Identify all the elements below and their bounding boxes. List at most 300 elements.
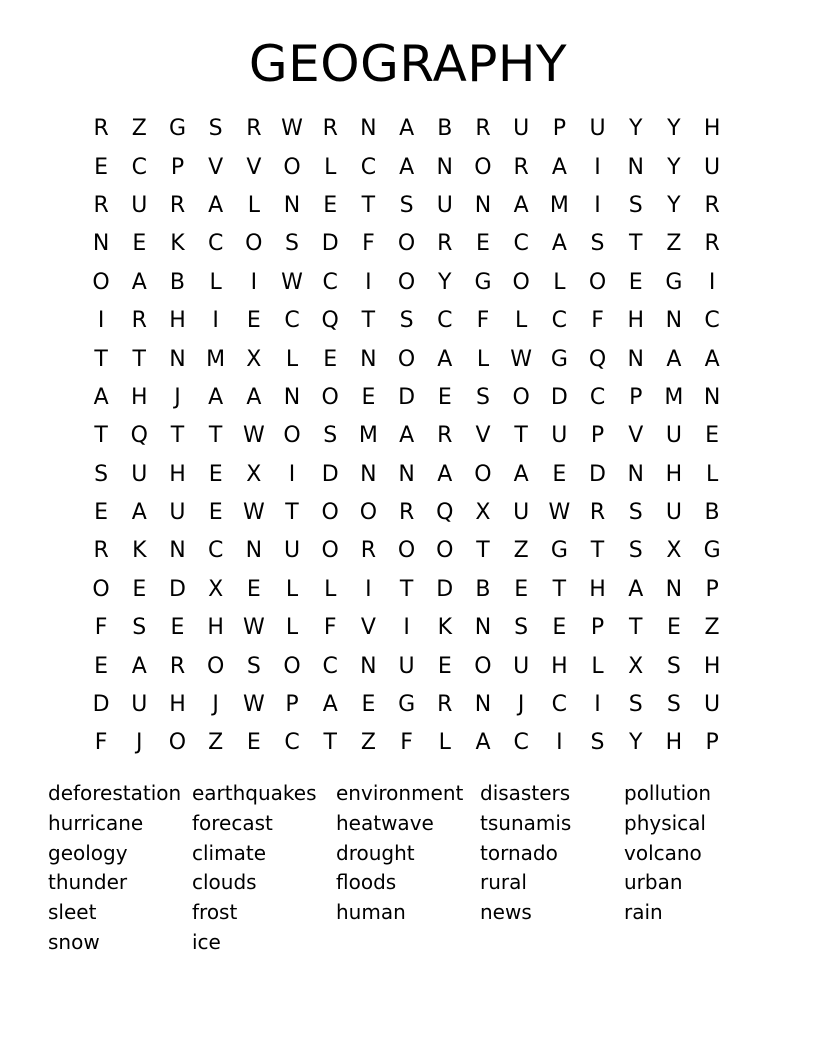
grid-letter: C	[704, 308, 720, 334]
grid-letter: W	[510, 346, 533, 372]
grid-letter: Q	[588, 346, 607, 372]
grid-row	[82, 264, 732, 302]
grid-row	[82, 571, 732, 609]
grid-letter: H	[169, 692, 186, 718]
grid-letter: O	[588, 269, 607, 295]
grid-letter: R	[437, 231, 453, 257]
word-list-item: thunder	[48, 870, 128, 895]
grid-letter: I	[212, 308, 219, 334]
grid-letter: R	[475, 116, 491, 142]
word-list-item: urban	[624, 870, 683, 895]
grid-letter: T	[399, 576, 414, 602]
grid-letter: F	[400, 730, 413, 756]
grid-letter: D	[321, 231, 339, 257]
grid-letter: X	[666, 538, 682, 564]
grid-letter: Y	[667, 192, 681, 218]
grid-letter: A	[208, 192, 224, 218]
grid-letter: N	[436, 154, 454, 180]
grid-letter: N	[360, 653, 377, 679]
grid-letter: F	[362, 231, 375, 257]
grid-letter: N	[398, 461, 415, 487]
grid-letter: H	[551, 653, 568, 679]
word-list-item: rural	[480, 870, 527, 895]
word-list-item: ice	[192, 929, 221, 954]
grid-letter: O	[92, 576, 110, 602]
grid-letter: K	[132, 538, 147, 564]
word-list-item: tornado	[480, 840, 558, 865]
grid-letter: S	[628, 192, 643, 218]
grid-letter: L	[247, 192, 260, 218]
grid-row	[82, 532, 732, 570]
word-list-item: forecast	[192, 810, 273, 835]
grid-letter: O	[474, 653, 492, 679]
grid-row	[82, 647, 732, 685]
grid-letter: P	[170, 154, 185, 180]
grid-letter: A	[551, 154, 567, 180]
grid-letter: B	[704, 500, 720, 526]
word-list-item: hurricane	[48, 810, 144, 835]
word-list-item: heatwave	[336, 810, 434, 835]
grid-letter: P	[552, 116, 566, 142]
grid-letter: G	[398, 692, 416, 718]
grid-letter: H	[703, 116, 721, 142]
letter-grid	[82, 110, 732, 763]
grid-letter: T	[94, 346, 108, 372]
grid-letter: A	[131, 653, 147, 679]
grid-letter: E	[94, 500, 109, 526]
grid-letter: S	[208, 116, 223, 142]
grid-letter: D	[589, 461, 606, 487]
grid-letter: H	[169, 461, 186, 487]
grid-letter: Y	[667, 154, 681, 180]
grid-letter: S	[590, 730, 605, 756]
page-title: GEOGRAPHY	[248, 35, 568, 93]
grid-letter: J	[136, 730, 143, 756]
word-list-item: rain	[624, 900, 663, 925]
grid-letter: E	[705, 423, 720, 449]
grid-letter: T	[361, 192, 376, 218]
grid-letter: U	[665, 423, 682, 449]
word-list	[48, 778, 768, 957]
grid-letter: K	[437, 615, 452, 641]
grid-letter: D	[398, 384, 416, 410]
grid-letter: Y	[628, 730, 643, 756]
grid-letter: S	[628, 692, 643, 718]
grid-letter: S	[132, 615, 147, 641]
grid-letter: T	[552, 576, 567, 602]
grid-letter: S	[399, 192, 414, 218]
grid-letter: I	[365, 576, 372, 602]
grid-row	[82, 379, 732, 417]
grid-letter: T	[628, 231, 643, 257]
grid-letter: H	[131, 384, 148, 410]
grid-letter: R	[704, 231, 720, 257]
grid-letter: C	[322, 653, 338, 679]
grid-letter: R	[437, 692, 453, 718]
grid-letter: T	[514, 423, 528, 449]
grid-letter: L	[324, 154, 337, 180]
grid-letter: P	[629, 384, 643, 410]
grid-letter: O	[321, 538, 339, 564]
grid-letter: E	[476, 231, 490, 257]
grid-letter: H	[665, 461, 683, 487]
grid-letter: L	[209, 269, 222, 295]
grid-letter: S	[666, 692, 681, 718]
grid-letter: I	[365, 269, 372, 295]
grid-letter: X	[246, 461, 262, 487]
grid-letter: X	[246, 346, 262, 372]
grid-letter: A	[246, 384, 262, 410]
grid-letter: H	[207, 615, 224, 641]
word-list-item: disasters	[480, 781, 571, 805]
grid-letter: U	[131, 192, 148, 218]
grid-letter: H	[665, 730, 683, 756]
grid-letter: E	[514, 576, 529, 602]
grid-letter: A	[93, 384, 109, 410]
grid-letter: S	[514, 615, 529, 641]
grid-letter: M	[664, 384, 684, 410]
grid-letter: O	[92, 269, 110, 295]
word-list-item: frost	[192, 900, 238, 925]
grid-letter: Z	[704, 615, 720, 641]
word-list-item: physical	[624, 810, 706, 835]
grid-letter: C	[284, 730, 300, 756]
grid-letter: R	[437, 423, 453, 449]
grid-letter: A	[513, 461, 529, 487]
grid-letter: D	[168, 576, 186, 602]
grid-letter: Y	[628, 116, 643, 142]
grid-letter: R	[169, 192, 186, 218]
grid-letter: K	[170, 231, 185, 257]
grid-letter: B	[169, 269, 186, 295]
grid-row	[82, 494, 732, 532]
grid-letter: R	[93, 192, 109, 218]
grid-letter: N	[283, 384, 301, 410]
grid-letter: L	[324, 576, 337, 602]
grid-letter: F	[476, 308, 490, 334]
grid-letter: N	[627, 154, 644, 180]
grid-letter: O	[359, 500, 378, 526]
grid-letter: U	[513, 653, 530, 679]
grid-letter: R	[513, 154, 529, 180]
grid-letter: H	[703, 653, 721, 679]
grid-letter: O	[321, 384, 339, 410]
grid-letter: L	[438, 730, 451, 756]
grid-letter: E	[552, 461, 567, 487]
grid-letter: R	[246, 116, 262, 142]
grid-letter: L	[591, 653, 604, 679]
grid-row	[82, 456, 732, 494]
grid-letter: F	[591, 308, 604, 334]
grid-letter: T	[170, 423, 185, 449]
grid-letter: T	[323, 730, 337, 756]
grid-letter: E	[94, 154, 109, 180]
grid-row	[82, 302, 732, 340]
grid-letter: L	[705, 461, 719, 487]
grid-letter: U	[398, 653, 415, 679]
word-list-item: earthquakes	[192, 781, 317, 805]
grid-letter: O	[206, 653, 225, 679]
grid-letter: E	[361, 692, 376, 718]
grid-letter: H	[169, 308, 186, 334]
grid-letter: N	[665, 308, 683, 334]
grid-letter: I	[594, 192, 601, 218]
grid-letter: E	[246, 308, 261, 334]
grid-letter: O	[397, 231, 416, 257]
grid-letter: F	[94, 730, 108, 756]
grid-letter: I	[556, 730, 563, 756]
grid-letter: U	[704, 692, 721, 718]
grid-letter: C	[207, 231, 224, 257]
grid-letter: H	[627, 308, 644, 334]
grid-letter: X	[208, 576, 224, 602]
grid-letter: Z	[666, 231, 682, 257]
grid-row	[82, 340, 732, 378]
grid-letter: O	[283, 154, 301, 180]
grid-letter: T	[628, 615, 643, 641]
grid-letter: T	[590, 538, 605, 564]
grid-row	[82, 686, 732, 724]
grid-letter: I	[594, 154, 601, 180]
grid-letter: B	[437, 116, 453, 142]
grid-letter: O	[283, 423, 301, 449]
grid-letter: Q	[130, 423, 148, 449]
grid-letter: P	[590, 615, 605, 641]
grid-letter: R	[131, 308, 147, 334]
grid-letter: G	[168, 116, 186, 142]
grid-letter: O	[474, 461, 492, 487]
grid-letter: D	[92, 692, 110, 718]
word-list-item: floods	[336, 870, 397, 895]
grid-letter: U	[283, 538, 301, 564]
grid-letter: I	[288, 461, 296, 487]
grid-letter: N	[703, 384, 721, 410]
grid-letter: J	[212, 692, 219, 718]
grid-letter: Z	[360, 730, 376, 756]
grid-row	[82, 225, 732, 263]
grid-letter: H	[589, 576, 606, 602]
grid-letter: C	[322, 269, 338, 295]
grid-letter: J	[174, 384, 181, 410]
grid-letter: A	[704, 346, 720, 372]
grid-letter: A	[208, 384, 224, 410]
grid-letter: J	[517, 692, 525, 718]
grid-letter: N	[474, 192, 492, 218]
grid-row	[82, 187, 732, 225]
word-list-item: geology	[48, 840, 128, 865]
grid-letter: S	[246, 653, 261, 679]
grid-letter: E	[552, 615, 567, 641]
grid-letter: I	[403, 615, 410, 641]
grid-letter: N	[169, 346, 186, 372]
grid-letter: B	[475, 576, 491, 602]
grid-letter: C	[207, 538, 224, 564]
word-list-item: deforestation	[48, 781, 182, 805]
word-list-item: drought	[336, 840, 415, 865]
grid-letter: E	[628, 269, 643, 295]
grid-letter: L	[515, 308, 528, 334]
grid-letter: E	[132, 231, 147, 257]
grid-letter: C	[551, 692, 568, 718]
grid-letter: C	[360, 154, 377, 180]
grid-letter: M	[358, 423, 378, 449]
grid-letter: O	[283, 653, 301, 679]
grid-letter: R	[93, 538, 109, 564]
grid-letter: N	[360, 461, 377, 487]
grid-letter: L	[553, 269, 566, 295]
grid-letter: C	[589, 384, 606, 410]
grid-row	[82, 110, 732, 148]
word-list-item: volcano	[624, 840, 702, 865]
grid-letter: A	[666, 346, 682, 372]
grid-letter: R	[169, 653, 186, 679]
grid-letter: U	[589, 116, 606, 142]
grid-letter: S	[285, 231, 300, 257]
grid-letter: T	[285, 500, 299, 526]
grid-letter: O	[321, 500, 339, 526]
grid-letter: G	[474, 269, 492, 295]
grid-letter: V	[208, 154, 224, 180]
grid-letter: U	[131, 692, 148, 718]
grid-letter: G	[550, 346, 568, 372]
grid-letter: U	[436, 192, 453, 218]
grid-letter: N	[360, 116, 377, 142]
grid-letter: R	[589, 500, 606, 526]
grid-letter: C	[437, 308, 453, 334]
grid-letter: A	[399, 154, 415, 180]
grid-letter: U	[704, 154, 721, 180]
grid-letter: Q	[321, 308, 339, 334]
grid-letter: E	[246, 576, 261, 602]
grid-letter: C	[131, 154, 147, 180]
grid-letter: O	[397, 346, 416, 372]
grid-letter: E	[437, 653, 452, 679]
grid-letter: R	[704, 192, 720, 218]
grid-letter: U	[169, 500, 186, 526]
grid-letter: E	[361, 384, 376, 410]
grid-letter: C	[284, 308, 300, 334]
grid-letter: U	[513, 116, 530, 142]
grid-letter: C	[551, 308, 568, 334]
grid-letter: D	[436, 576, 454, 602]
grid-letter: A	[131, 500, 147, 526]
grid-letter: A	[437, 461, 453, 487]
grid-letter: O	[512, 269, 530, 295]
grid-letter: N	[92, 231, 110, 257]
grid-letter: N	[665, 576, 683, 602]
grid-letter: Z	[131, 116, 147, 142]
grid-letter: A	[399, 423, 415, 449]
grid-letter: R	[93, 116, 109, 142]
grid-letter: O	[168, 730, 187, 756]
grid-letter: T	[94, 423, 108, 449]
grid-letter: S	[94, 461, 109, 487]
grid-row	[82, 148, 732, 186]
grid-letter: L	[285, 346, 299, 372]
grid-letter: G	[665, 269, 683, 295]
grid-letter: N	[245, 538, 263, 564]
grid-letter: V	[360, 615, 376, 641]
grid-letter: E	[437, 384, 452, 410]
grid-letter: N	[474, 615, 492, 641]
grid-letter: N	[283, 192, 301, 218]
grid-letter: I	[97, 308, 105, 334]
word-list-item: human	[336, 900, 406, 925]
grid-letter: L	[285, 576, 299, 602]
word-list-item: sleet	[48, 900, 97, 925]
word-list-item: snow	[48, 929, 100, 954]
grid-letter: U	[665, 500, 682, 526]
grid-letter: R	[322, 116, 338, 142]
grid-letter: L	[285, 615, 299, 641]
grid-letter: C	[513, 730, 529, 756]
grid-row	[82, 417, 732, 455]
grid-letter: W	[242, 423, 265, 449]
grid-letter: I	[250, 269, 258, 295]
grid-letter: A	[513, 192, 529, 218]
grid-letter: T	[132, 346, 146, 372]
grid-letter: O	[512, 384, 530, 410]
grid-letter: E	[132, 576, 147, 602]
grid-letter: T	[361, 308, 376, 334]
grid-letter: A	[551, 231, 567, 257]
grid-letter: S	[590, 231, 605, 257]
grid-letter: W	[548, 500, 571, 526]
grid-letter: E	[323, 346, 338, 372]
grid-letter: E	[323, 192, 338, 218]
grid-letter: A	[399, 116, 415, 142]
grid-letter: N	[360, 346, 377, 372]
grid-letter: T	[208, 423, 223, 449]
grid-letter: V	[628, 423, 644, 449]
grid-letter: F	[94, 615, 108, 641]
grid-letter: D	[550, 384, 568, 410]
grid-letter: P	[590, 423, 605, 449]
grid-letter: T	[476, 538, 490, 564]
grid-letter: A	[475, 730, 491, 756]
grid-letter: S	[399, 308, 414, 334]
grid-letter: S	[323, 423, 338, 449]
grid-letter: N	[627, 346, 644, 372]
grid-letter: V	[475, 423, 491, 449]
grid-letter: S	[666, 653, 681, 679]
grid-letter: E	[208, 461, 223, 487]
grid-letter: A	[437, 346, 453, 372]
grid-letter: P	[705, 730, 719, 756]
word-list-item: pollution	[624, 781, 712, 805]
grid-letter: I	[594, 692, 601, 718]
grid-letter: C	[513, 231, 529, 257]
word-list-item: clouds	[192, 870, 257, 895]
grid-letter: G	[703, 538, 721, 564]
word-list-item: news	[480, 900, 532, 925]
grid-letter: W	[242, 615, 265, 641]
grid-letter: D	[321, 461, 339, 487]
grid-letter: W	[242, 692, 265, 718]
grid-letter: O	[397, 269, 416, 295]
grid-letter: G	[550, 538, 568, 564]
grid-letter: U	[551, 423, 568, 449]
grid-letter: A	[322, 692, 338, 718]
grid-letter: W	[281, 116, 303, 142]
grid-letter: U	[131, 461, 148, 487]
grid-letter: Z	[208, 730, 224, 756]
grid-letter: Y	[438, 269, 452, 295]
grid-letter: Q	[436, 500, 454, 526]
word-list-item: environment	[336, 781, 464, 805]
grid-letter: O	[436, 538, 454, 564]
grid-letter: E	[666, 615, 681, 641]
